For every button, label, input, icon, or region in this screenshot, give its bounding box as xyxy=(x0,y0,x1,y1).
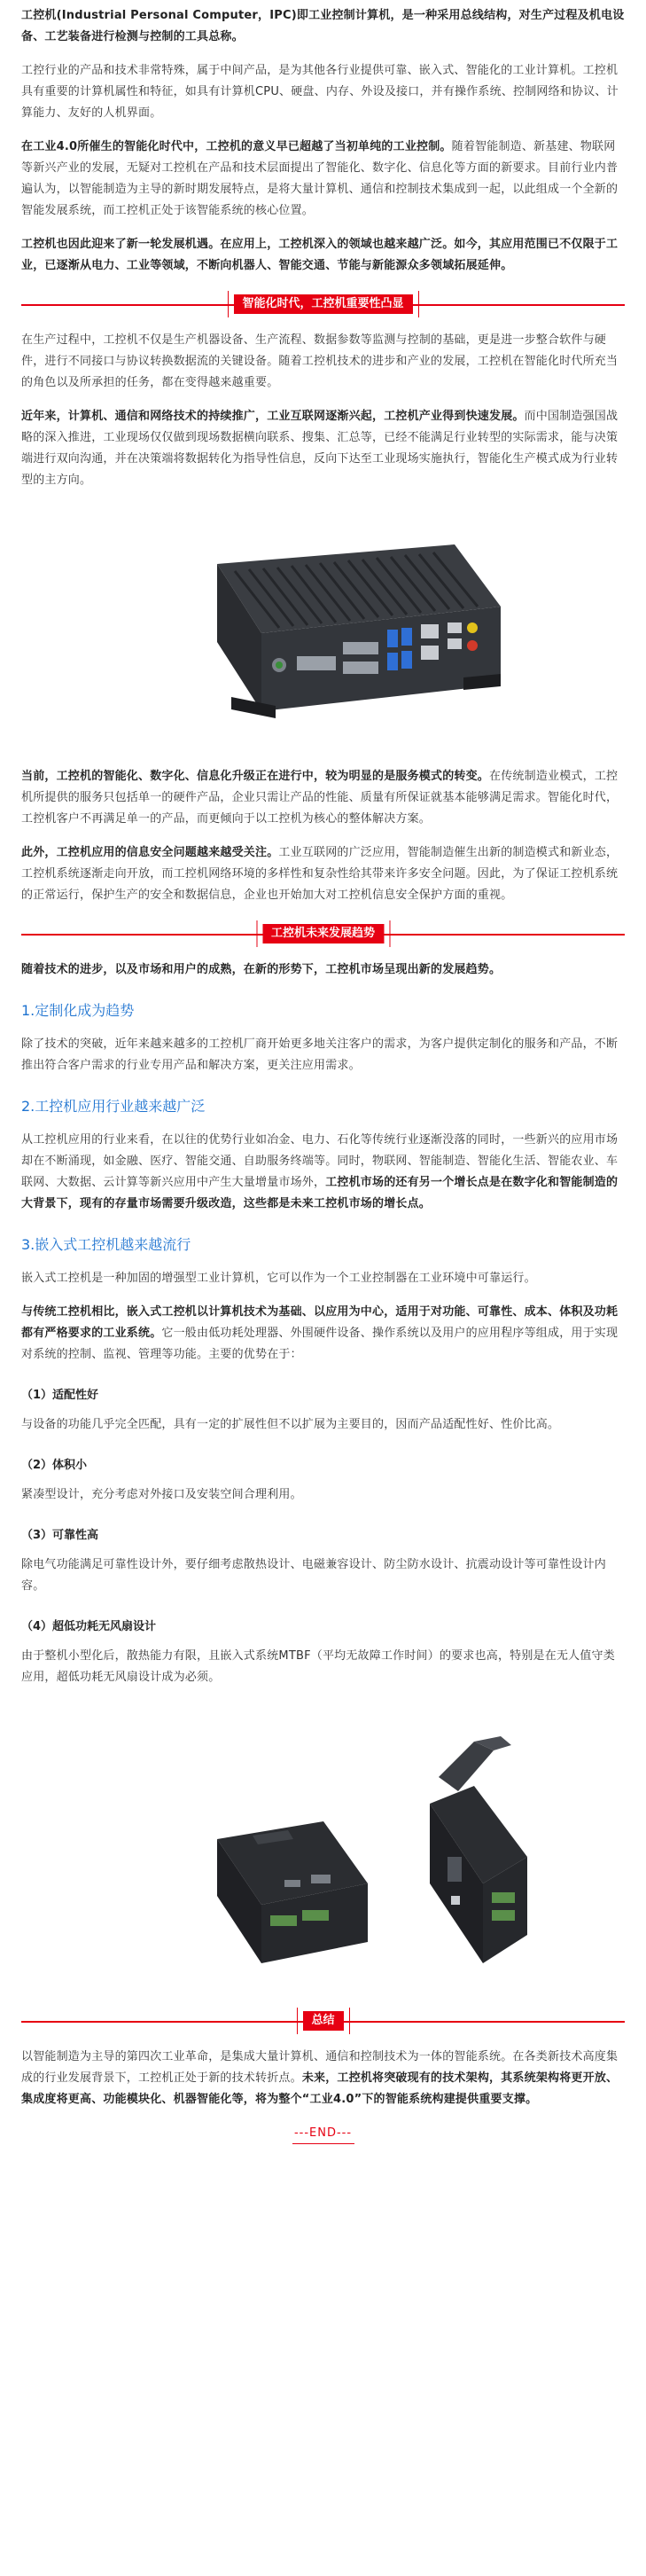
section1-p3-bold: 当前，工控机的智能化、数字化、信息化升级正在进行中，较为明显的是服务模式的转变。 xyxy=(21,770,490,783)
summary-paragraph xyxy=(21,2047,625,2110)
trend-3-paragraph-1: 嵌入式工控机是一种加固的增强型工业计算机，它可以作为一个工业控制器在工业环境中可靠运行。 xyxy=(21,1272,536,1285)
advantage-4-paragraph: 由于整机小型化后，散热能力有限，且嵌入式系统MTBF（平均无故障工作时间）的要求也高，特别是在无人值守类应用，超低功耗无风扇设计成为必须。 xyxy=(21,1649,615,1684)
trend-2-paragraph xyxy=(21,1130,625,1215)
trend-heading-3: 3.嵌入式工控机越来越流行 xyxy=(21,1236,191,1253)
advantage-heading-2: （2）体积小 xyxy=(21,1459,88,1472)
advantage-3-paragraph: 除电气功能满足可靠性设计外，要仔细考虑散热设计、电磁兼容设计、防尘防水设计、抗震动设计等可靠性设计内容。 xyxy=(21,1558,607,1593)
section-heading-1 xyxy=(21,291,625,317)
advantage-heading-1: （1）适配性好 xyxy=(21,1389,99,1402)
summary-bold: 未来，工控机将突破现有的技术架构，其系统架构将更开放、集成度将更高、功能模块化、机器智能化等，将为整个“工业4.0”下的智能系统构建提供重要支撑。 xyxy=(21,2071,619,2106)
intro xyxy=(21,0,625,277)
industrial-pc-image xyxy=(21,509,625,748)
trend-heading-1: 1.定制化成为趋势 xyxy=(21,1002,135,1019)
section1-paragraph-1: 在生产过程中，工控机不仅是生产机器设备、生产流程、数据参数等监测与控制的基础，更是进一步整合软件与硬件，进行不同接口与协议转换数据流的关键设备。随着工控机技术的进步和产业的发展，工控机在智能化时代所充当的角色以及所承担的任务，都在变得越来越重要。 xyxy=(21,333,619,389)
section-heading-2 xyxy=(21,920,625,947)
trend-1-paragraph: 除了技术的突破，近年来越来越多的工控机厂商开始更多地关注客户的需求，为客户提供定制化的服务和产品，不断推出符合客户需求的行业专用产品和解决方案，更关注应用需求。 xyxy=(21,1037,619,1072)
section1-paragraph-3 xyxy=(21,766,625,830)
trend-2-rest: 从工控机应用的行业来看，在以往的优势行业如冶金、电力、石化等传统行业逐渐没落的同时，一些新兴的应用市场却在不断涌现，如金融、医疗、智能交通、自助服务终端等。同时，物联网、智能制造、智能化生活、智能农业、车联网、大数据、云计算等新兴应用中产生大量增量市场外， xyxy=(21,1133,619,1189)
intro-p3-rest: 随着智能制造、新基建、物联网等新兴产业的发展，无疑对工控机在产品和技术层面提出了智能化、数字化、信息化等方面的新要求。目前行业内普遍认为，以智能制造为主导的新时期发展特点，是将大量计算机、通信和控制技术集成到一起，以此组成一个全新的智能发展系统，而工控机正处于该智能系统的核心位置。 xyxy=(21,140,619,217)
embedded-controller-illustration xyxy=(84,1706,563,1990)
trend-2-bold: 工控机市场的还有另一个增长点是在数字化和智能制造的大背景下，现有的存量市场需要升级改造，这些都是未来工控机市场的增长点。 xyxy=(21,1176,619,1210)
trend-3-bold: 与传统工控机相比，嵌入式工控机以计算机技术为基础、以应用为中心，适用于对功能、可靠性、成本、体积及功耗都有严格要求的工业系统。 xyxy=(21,1305,619,1340)
intro-p3-bold: 在工业4.0所催生的智能化时代中，工控机的意义早已超越了当初单纯的工业控制。 xyxy=(21,140,452,153)
trend-heading-2: 2.工控机应用行业越来越广泛 xyxy=(21,1098,206,1115)
fanless-box-pc-illustration xyxy=(111,509,536,748)
section1-p4-rest: 工业互联网的广泛应用，智能制造催生出新的制造模式和新业态，工控机系统逐渐走向开放，而工控机网络环境的多样性和复杂性给其带来许多安全问题。因此，为了保证工控机系统的正常运行，保护生产的安全和数据信息，企业也开始加大对工控机信息安全保护方面的重视。 xyxy=(21,846,619,902)
section1-p2-bold: 近年来，计算机、通信和网络技术的持续推广，工业互联网逐渐兴起，工控机产业得到快速发展。 xyxy=(21,410,525,423)
embedded-ipc-image xyxy=(21,1706,625,1990)
section-title: 总结 xyxy=(302,2011,343,2031)
intro-paragraph-3 xyxy=(21,137,625,222)
trend-3-paragraph-2 xyxy=(21,1302,625,1366)
advantage-1-paragraph: 与设备的功能几乎完全匹配，具有一定的扩展性但不以扩展为主要目的，因而产品适配性好、性价比高。 xyxy=(21,1418,560,1431)
intro-definition: 工控机(Industrial Personal Computer，IPC)即工业控制计算机，是一种采用总线结构，对生产过程及机电设备、工艺装备进行检测与控制的工具总称。 xyxy=(21,9,625,43)
advantage-heading-4: （4）超低功耗无风扇设计 xyxy=(21,1620,157,1633)
section1-p4-bold: 此外，工控机应用的信息安全问题越来越受关注。 xyxy=(21,846,279,859)
section1-p3-rest: 在传统制造业模式，工控机所提供的服务只包括单一的硬件产品，企业只需让产品的性能、质量有所保证就基本能够满足需求。智能化时代，工控机客户不再满足单一的产品，而更倾向于以工控机为核心的整体解决方案。 xyxy=(21,770,619,826)
section-title: 智能化时代，工控机重要性凸显 xyxy=(233,294,412,314)
section2-lead: 随着技术的进步，以及市场和用户的成熟，在新的形势下，工控机市场呈现出新的发展趋势。 xyxy=(21,963,502,976)
intro-paragraph-2: 工控行业的产品和技术非常特殊，属于中间产品，是为其他各行业提供可靠、嵌入式、智能化的工业计算机。工控机具有重要的计算机属性和特征，如具有计算机CPU、硬盘、内存、外设及接口，并有操作系统、控制网络和协议、计算能力、友好的人机界面。 xyxy=(21,64,619,120)
section1-paragraph-4 xyxy=(21,842,625,906)
summary-rest: 以智能制造为主导的第四次工业革命，是集成大量计算机、通信和控制技术为一体的智能系统。在各类新技术高度集成的行业发展背景下，工控机正处于新的技术转折点。 xyxy=(21,2050,619,2085)
end-underline xyxy=(292,2143,354,2144)
advantage-heading-3: （3）可靠性高 xyxy=(21,1529,99,1542)
end-marker: ---END--- xyxy=(293,2126,353,2140)
advantage-2-paragraph: 紧凑型设计，充分考虑对外接口及安装空间合理利用。 xyxy=(21,1488,302,1501)
trend-3-rest: 它一般由低功耗处理器、外围硬件设备、操作系统以及用户的应用程序等组成，用于实现对系统的控制、监视、管理等功能。主要的优势在于： xyxy=(21,1327,619,1361)
section-title: 工控机未来发展趋势 xyxy=(262,924,384,943)
section1-paragraph-2 xyxy=(21,406,625,491)
section-heading-3 xyxy=(21,2008,625,2034)
section1-p2-rest: 而中国制造强国战略的深入推进，工业现场仅仅做到现场数据横向联系、搜集、汇总等，已经不能满足行业转型的实际需求，能与决策端进行双向沟通，并在决策端将数据转化为指导性信息，反向下达至工业现场实施执行，智能化生产模式成为行业转型的主方向。 xyxy=(21,410,619,487)
intro-paragraph-4: 工控机也因此迎来了新一轮发展机遇。在应用上，工控机深入的领域也越来越广泛。如今，其应用范围已不仅限于工业，已逐渐从电力、工业等领域，不断向机器人、智能交通、节能与新能源众多领域拓展延伸。 xyxy=(21,238,619,272)
